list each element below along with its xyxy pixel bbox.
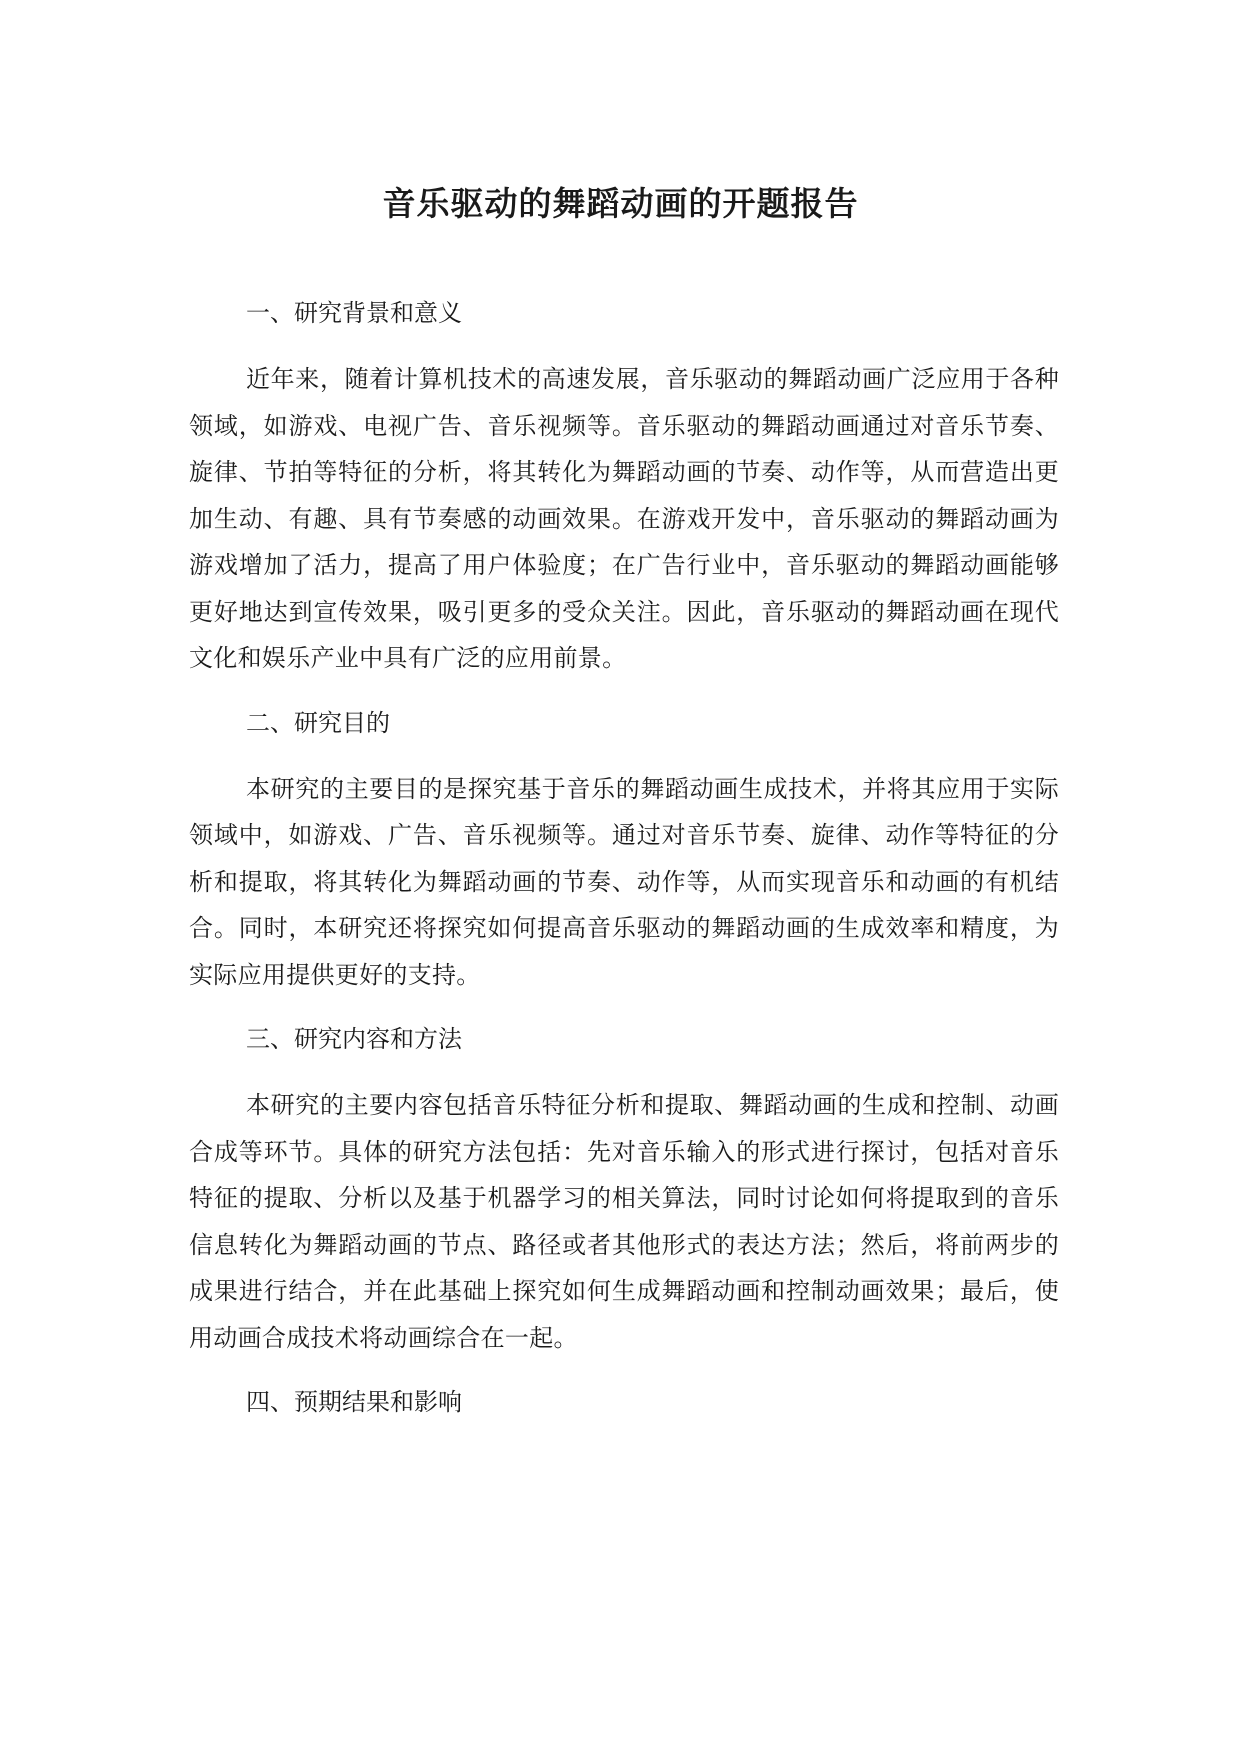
section-paragraph-background: 近年来，随着计算机技术的高速发展，音乐驱动的舞蹈动画广泛应用于各种领域，如游戏、电视广告、音乐视频等。音乐驱动的舞蹈动画通过对音乐节奏、旋律、节拍等特征的分析，将其转化为舞蹈动画的节奏、动作等，从而营造出更加生动、有趣、具有节奏感的动画效果。在游戏开发中，音乐驱动的舞蹈动画为游戏增加了活力，提高了用户体验度；在广告行业中，音乐驱动的舞蹈动画能够更好地达到宣传效果，吸引更多的受众关注。因此，音乐驱动的舞蹈动画在现代文化和娱乐产业中具有广泛的应用前景。 [189, 365, 1059, 672]
section-heading-background: 一、研究背景和意义 [246, 299, 462, 327]
section-paragraph-purpose: 本研究的主要目的是探究基于音乐的舞蹈动画生成技术，并将其应用于实际领域中，如游戏、广告、音乐视频等。通过对音乐节奏、旋律、动作等特征的分析和提取，将其转化为舞蹈动画的节奏、动作等，从而实现音乐和动画的有机结合。同时，本研究还将探究如何提高音乐驱动的舞蹈动画的生成效率和精度，为实际应用提供更好的支持。 [189, 774, 1059, 989]
section-heading-methods: 三、研究内容和方法 [246, 1025, 462, 1053]
section-heading-purpose: 二、研究目的 [246, 708, 390, 737]
section-heading-expected-results: 四、预期结果和影响 [246, 1388, 462, 1416]
section-paragraph-methods: 本研究的主要内容包括音乐特征分析和提取、舞蹈动画的生成和控制、动画合成等环节。具体的研究方法包括：先对音乐输入的形式进行探讨，包括对音乐特征的提取、分析以及基于机器学习的相关算法，同时讨论如何将提取到的音乐信息转化为舞蹈动画的节点、路径或者其他形式的表达方法；然后，将前两步的成果进行结合，并在此基础上探究如何生成舞蹈动画和控制动画效果；最后，使用动画合成技术将动画综合在一起。 [189, 1091, 1059, 1352]
document-title: 音乐驱动的舞蹈动画的开题报告 [382, 184, 859, 223]
document-body [189, 290, 1059, 1445]
